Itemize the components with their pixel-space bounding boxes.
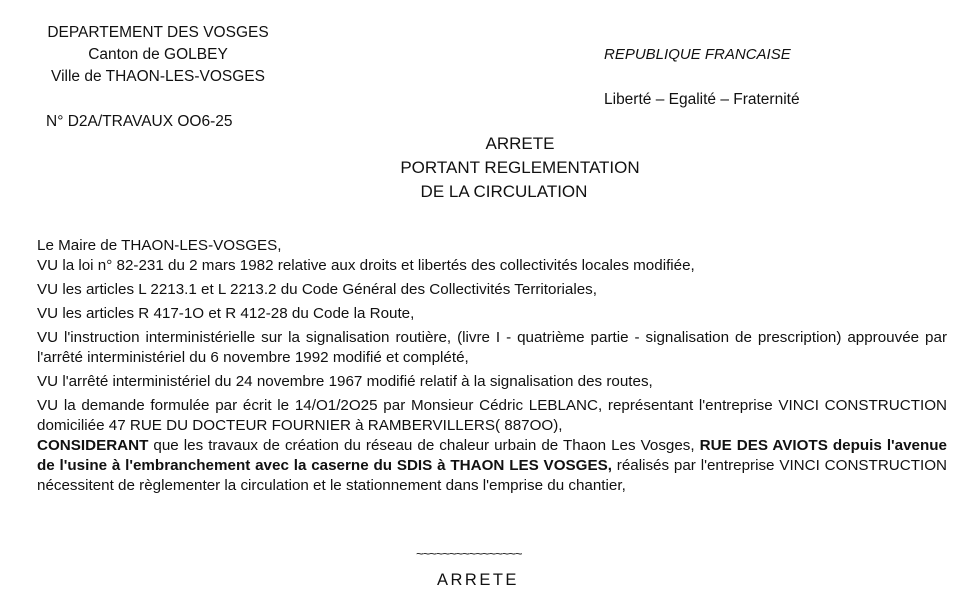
- republique-label: REPUBLIQUE FRANCAISE: [604, 46, 791, 63]
- title-line-1: ARRETE: [485, 134, 555, 153]
- vu-paragraph-4: VU l'instruction interministérielle sur la signalisation routière, (livre I - quatrième partie - signalisation de prescription) approuvée par l'arrêté interministériel du 6 novembre 1992 modifié et complété,: [37, 329, 947, 366]
- considerant-text-2: réalisés par l'entreprise VINCI CONSTRUCTION nécessitent de règlementer la circulation et le stationnement dans l'emprise du chantier,: [37, 457, 947, 494]
- vu-paragraph-5: VU l'arrêté interministériel du 24 novembre 1967 modifié relatif à la signalisation des routes,: [37, 373, 653, 390]
- section-separator: ~~~~~~~~~~~~~~~~: [416, 546, 522, 561]
- canton-line: Canton de GOLBEY: [88, 46, 228, 63]
- title-line-3: DE LA CIRCULATION: [420, 182, 588, 201]
- vu-paragraph-3: VU les articles R 417-1O et R 412-28 du Code la Route,: [37, 305, 415, 322]
- decision-heading: ARRETE: [437, 571, 519, 589]
- document-title: [340, 132, 700, 204]
- ville-line: Ville de THAON-LES-VOSGES: [51, 68, 265, 85]
- document-body: [37, 236, 947, 500]
- departement-line: DEPARTEMENT DES VOSGES: [47, 24, 269, 41]
- considerant-paragraph: [37, 436, 947, 496]
- vu-paragraph-2: VU les articles L 2213.1 et L 2213.2 du Code Général des Collectivités Territoriales,: [37, 281, 597, 298]
- devise-label: Liberté – Egalité – Fraternité: [604, 91, 800, 108]
- considerant-text-1: que les travaux de création du réseau de chaleur urbain de Thaon Les Vosges,: [148, 437, 700, 454]
- considerant-label: CONSIDERANT: [37, 437, 149, 454]
- considerant-location: RUE DES AVIOTS depuis l'avenue de l'usine à l'embranchement avec la caserne du SDIS à THAON LES VOSGES,: [37, 437, 947, 474]
- issuer-block: [28, 22, 288, 88]
- vu-paragraph-1: VU la loi n° 82-231 du 2 mars 1982 relative aux droits et libertés des collectivités locales modifiée,: [37, 257, 695, 274]
- vu-paragraph-6: VU la demande formulée par écrit le 14/O1/2O25 par Monsieur Cédric LEBLANC, représentant l'entreprise VINCI CONSTRUCTION domiciliée 47 RUE DU DOCTEUR FOURNIER à RAMBERVILLERS( 887OO),: [37, 397, 947, 434]
- title-line-2: PORTANT REGLEMENTATION: [400, 158, 640, 177]
- reference-number: N° D2A/TRAVAUX OO6-25: [46, 113, 233, 130]
- intro-paragraph: Le Maire de THAON-LES-VOSGES,: [37, 237, 282, 254]
